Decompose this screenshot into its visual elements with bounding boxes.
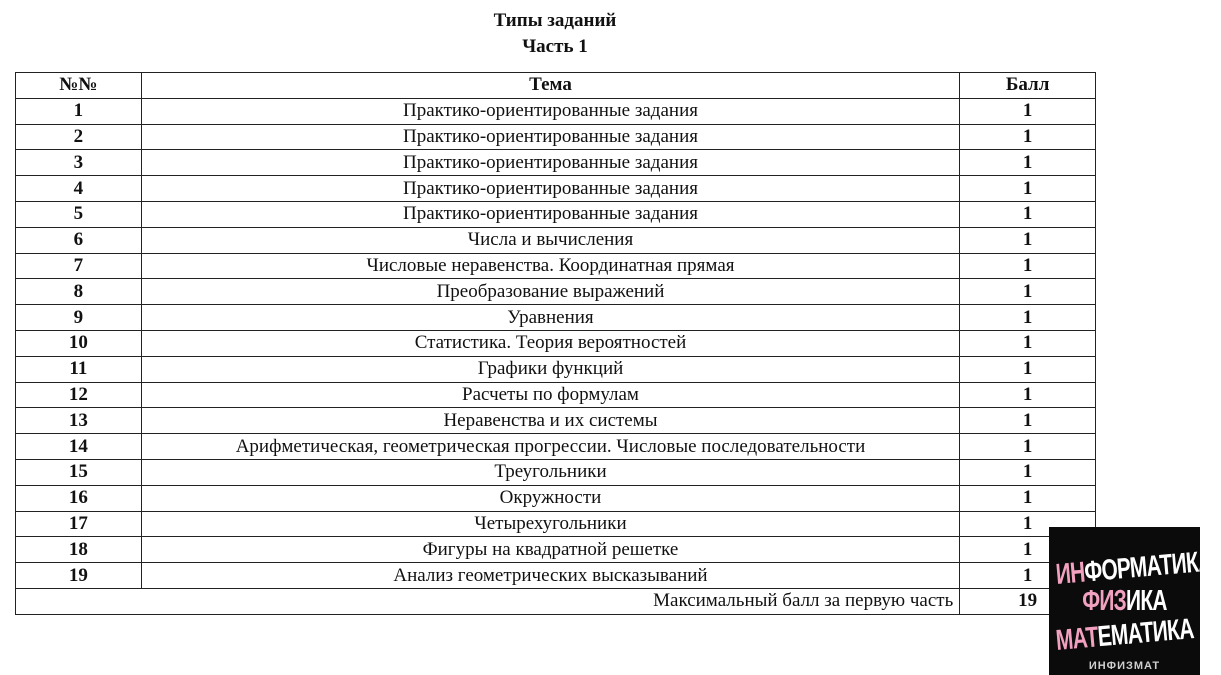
row-topic: Числа и вычисления: [141, 227, 959, 253]
row-score: 1: [960, 511, 1096, 537]
row-number: 4: [16, 176, 142, 202]
row-score: 1: [960, 356, 1096, 382]
row-score: 1: [960, 382, 1096, 408]
table-header-row: [16, 73, 1096, 99]
page-header: [0, 8, 1110, 60]
row-score: 1: [960, 253, 1096, 279]
page-title: Типы заданий: [493, 10, 617, 31]
row-score: 1: [960, 485, 1096, 511]
row-number: 2: [16, 124, 142, 150]
table-row: [16, 305, 1096, 331]
table-row: [16, 459, 1096, 485]
row-topic: Числовые неравенства. Координатная прямая: [141, 253, 959, 279]
table-row: [16, 408, 1096, 434]
table-row: [16, 201, 1096, 227]
row-number: 16: [16, 485, 142, 511]
row-topic: Практико-ориентированные задания: [141, 176, 959, 202]
row-topic: Статистика. Теория вероятностей: [141, 330, 959, 356]
row-score: 1: [960, 279, 1096, 305]
table-row: [16, 279, 1096, 305]
table-row: [16, 150, 1096, 176]
row-score: 1: [960, 305, 1096, 331]
row-number: 14: [16, 434, 142, 460]
row-topic: Практико-ориентированные задания: [141, 201, 959, 227]
row-topic: Анализ геометрических высказываний: [141, 563, 959, 589]
table-row: [16, 330, 1096, 356]
row-topic: Графики функций: [141, 356, 959, 382]
column-header-topic: Тема: [141, 73, 959, 99]
row-number: 1: [16, 98, 142, 124]
row-score: 1: [960, 176, 1096, 202]
table-body: [16, 98, 1096, 588]
table-row: [16, 563, 1096, 589]
logo-line-informatika: ИНФОРМАТИКА: [1054, 545, 1214, 591]
table-row: [16, 176, 1096, 202]
total-value: 19: [960, 588, 1096, 614]
row-topic: Расчеты по формулам: [141, 382, 959, 408]
logo-line-fizika: ФИЗИКА: [1082, 585, 1167, 617]
table-total-row: [16, 588, 1096, 614]
table-row: [16, 382, 1096, 408]
row-score: 1: [960, 150, 1096, 176]
row-score: 1: [960, 98, 1096, 124]
row-topic: Уравнения: [141, 305, 959, 331]
table-row: [16, 227, 1096, 253]
row-topic: Неравенства и их системы: [141, 408, 959, 434]
row-number: 18: [16, 537, 142, 563]
row-topic: Практико-ориентированные задания: [141, 124, 959, 150]
column-header-score: Балл: [960, 73, 1096, 99]
row-topic: Арифметическая, геометрическая прогрессии. Числовые последовательности: [141, 434, 959, 460]
column-header-number: №№: [16, 73, 142, 99]
table-row: [16, 485, 1096, 511]
row-number: 10: [16, 330, 142, 356]
row-score: 1: [960, 563, 1096, 589]
row-topic: Окружности: [141, 485, 959, 511]
row-number: 17: [16, 511, 142, 537]
row-number: 13: [16, 408, 142, 434]
row-topic: Практико-ориентированные задания: [141, 98, 959, 124]
row-score: 1: [960, 459, 1096, 485]
row-topic: Фигуры на квадратной решетке: [141, 537, 959, 563]
logo-line-matematika: МАТЕМАТИКА: [1054, 613, 1195, 657]
row-number: 12: [16, 382, 142, 408]
row-topic: Практико-ориентированные задания: [141, 150, 959, 176]
table-row: [16, 537, 1096, 563]
logo-caption: ИНФИЗМАТ: [1088, 660, 1161, 672]
table-row: [16, 253, 1096, 279]
row-score: 1: [960, 408, 1096, 434]
table-row: [16, 356, 1096, 382]
row-number: 9: [16, 305, 142, 331]
row-number: 11: [16, 356, 142, 382]
row-score: 1: [960, 124, 1096, 150]
infizmat-logo: [1049, 527, 1214, 675]
row-number: 19: [16, 563, 142, 589]
row-topic: Четырехугольники: [141, 511, 959, 537]
total-label: Максимальный балл за первую часть: [16, 588, 960, 614]
row-number: 7: [16, 253, 142, 279]
row-score: 1: [960, 330, 1096, 356]
row-score: 1: [960, 434, 1096, 460]
table-row: [16, 124, 1096, 150]
table-row: [16, 511, 1096, 537]
task-types-table: [15, 72, 1096, 615]
row-topic: Преобразование выражений: [141, 279, 959, 305]
row-number: 5: [16, 201, 142, 227]
row-score: 1: [960, 227, 1096, 253]
row-number: 3: [16, 150, 142, 176]
row-number: 15: [16, 459, 142, 485]
table-row: [16, 98, 1096, 124]
row-number: 6: [16, 227, 142, 253]
row-score: 1: [960, 201, 1096, 227]
row-number: 8: [16, 279, 142, 305]
table-row: [16, 434, 1096, 460]
row-topic: Треугольники: [141, 459, 959, 485]
page-subtitle: Часть 1: [522, 36, 588, 57]
row-score: 1: [960, 537, 1096, 563]
